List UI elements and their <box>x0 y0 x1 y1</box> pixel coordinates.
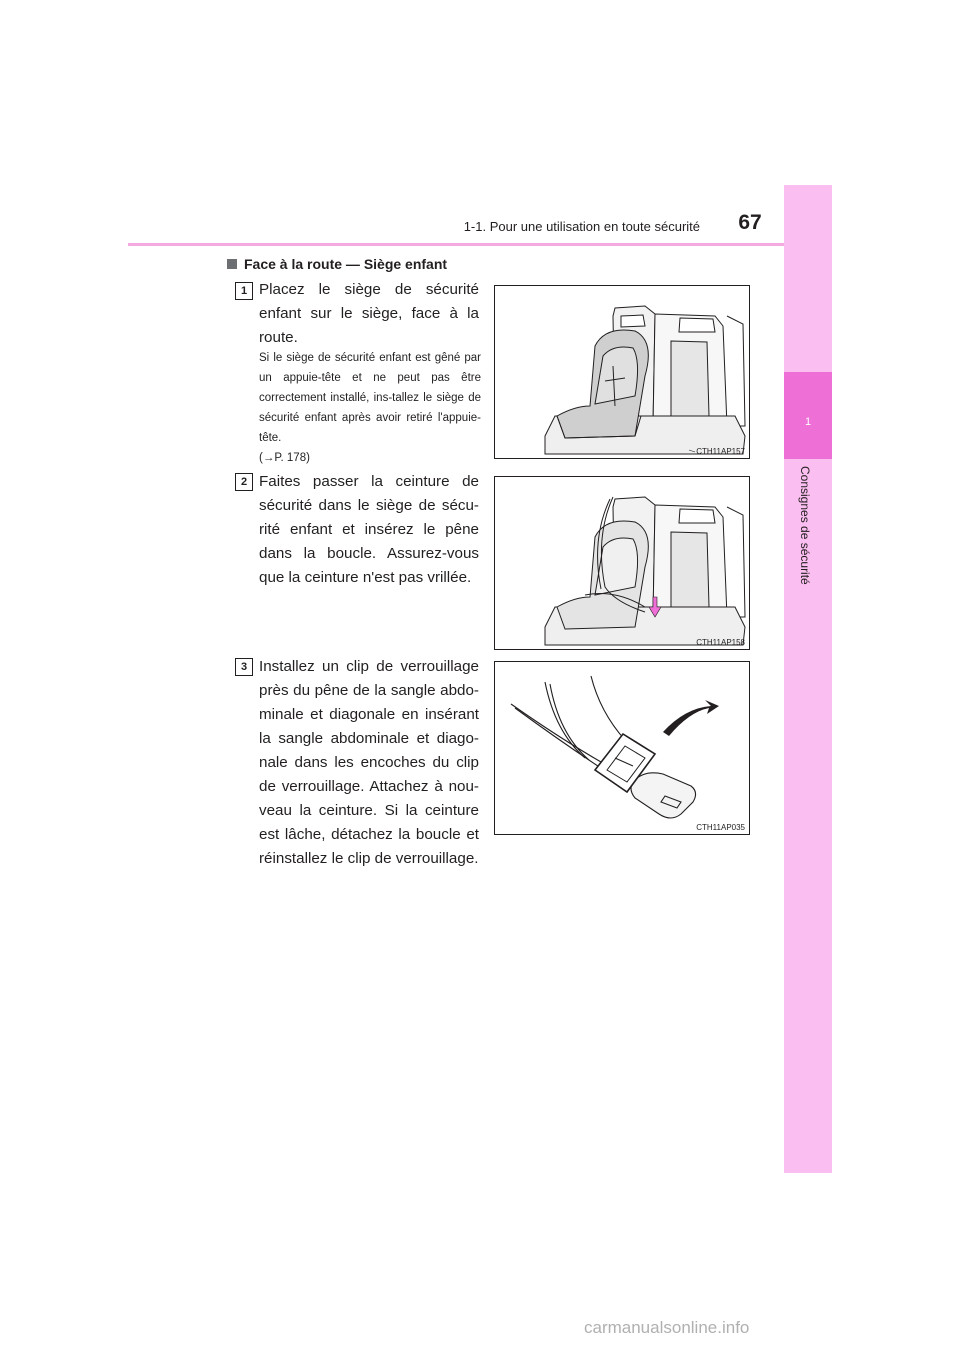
chapter-side-band <box>784 185 832 1173</box>
watermark: carmanualsonline.info <box>584 1318 750 1337</box>
section-heading <box>227 256 447 272</box>
figure-belt-through-child-seat <box>494 476 750 650</box>
figure-locking-clip <box>494 661 750 835</box>
page-number: 67 <box>738 211 762 234</box>
figure-3-code: CTH11AP035 <box>696 823 745 832</box>
chapter-label: Consignes de sécurité <box>798 466 812 585</box>
step-1-reference: (→P. 178) <box>259 452 310 464</box>
locking-clip-illustration <box>495 662 749 834</box>
section-heading-text: Face à la route — Siège enfant <box>244 256 448 272</box>
running-header-title: 1-1. Pour une utilisation en toute sécurité <box>463 219 700 234</box>
belt-routing-illustration <box>495 477 749 649</box>
pointer-arrow-icon <box>663 700 719 736</box>
step-1-note: Si le siège de sécurité enfant est gêné par un appuie-tête et ne peut pas être correctement installé, ins-tallez le siège de sécurité enfant après avoir retiré l'appuie-tête. <box>259 352 481 444</box>
step-1-text: Placez le siège de sécurité enfant sur le siège, face à la route. <box>259 281 479 346</box>
step-3-text: Installez un clip de verrouillage près du pêne de la sangle abdo-minale et diagonale en insérant la sangle abdominale et diago-nale dans les encoches du clip de verrouillage. Attachez à nou-veau la ceinture. Si la ceinture est lâche, détachez la boucle et réinstallez le clip de verrouillage. <box>259 658 479 867</box>
header-rule <box>128 243 832 246</box>
section-bullet-icon <box>227 259 237 269</box>
step-number-badge: 2 <box>235 473 253 491</box>
child-seat-illustration <box>495 286 749 458</box>
step-number-badge: 1 <box>235 282 253 300</box>
chapter-number: 1 <box>804 416 812 428</box>
step-2-text: Faites passer la ceinture de sécurité dans le siège de sécu-rité enfant et insérez le pêne dans la boucle. Assurez-vous que la ceinture n'est pas vrillée. <box>259 473 479 586</box>
figure-1-code: CTH11AP157 <box>696 447 745 456</box>
figure-2-code: CTH11AP158 <box>696 638 745 647</box>
figure-child-seat-on-seat <box>494 285 750 459</box>
step-number-badge: 3 <box>235 658 253 676</box>
